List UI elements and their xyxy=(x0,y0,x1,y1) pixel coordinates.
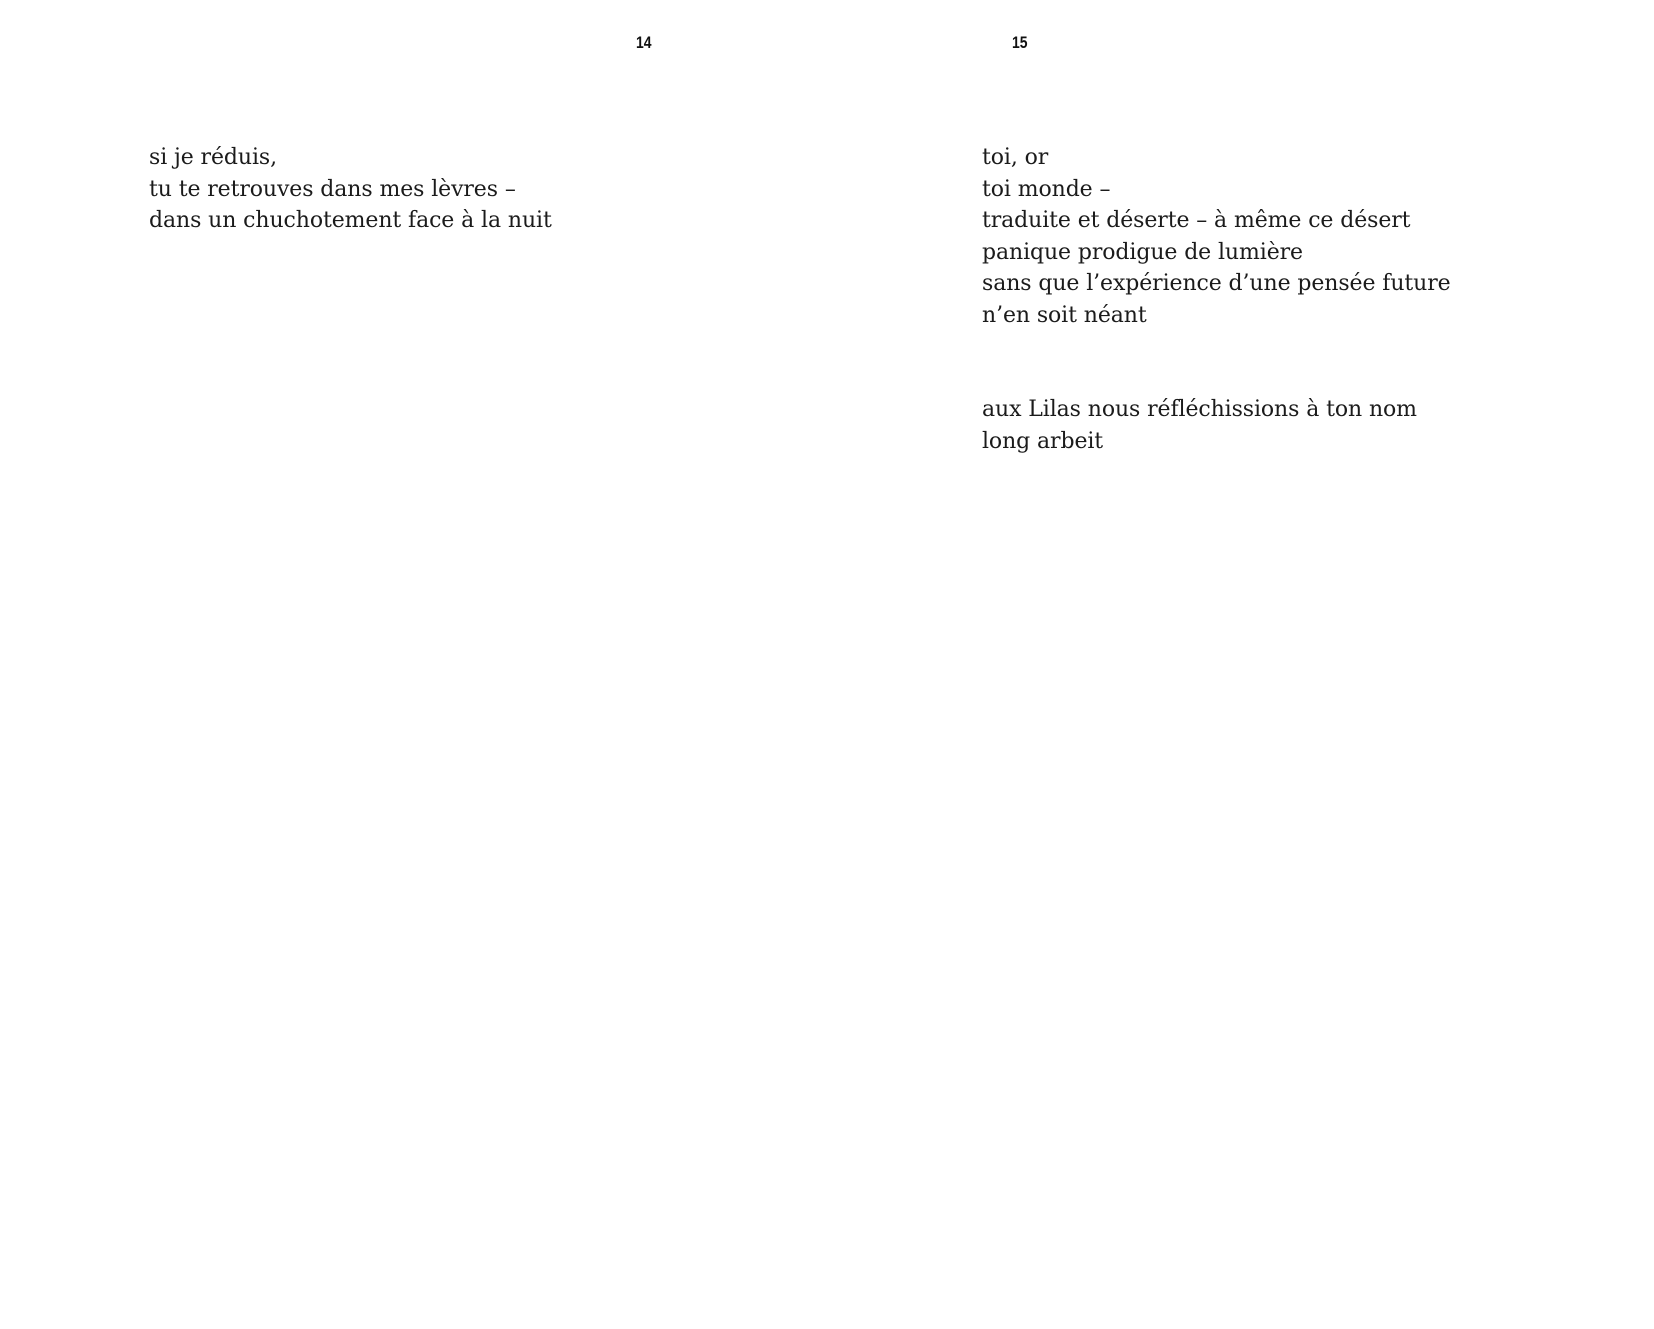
stanza xyxy=(982,394,1451,457)
poem-right xyxy=(982,142,1451,457)
page-number-left: 14 xyxy=(636,33,652,52)
stanza xyxy=(149,142,552,237)
poem-line: toi, or xyxy=(982,145,1049,170)
right-page xyxy=(827,0,1654,1329)
poem-line: si je réduis, xyxy=(149,145,277,170)
poem-line: aux Lilas nous réfléchissions à ton nom xyxy=(982,397,1417,422)
poem-line: sans que l’expérience d’une pensée future xyxy=(982,271,1451,296)
poem-line: long arbeit xyxy=(982,428,1104,454)
poem-line: toi monde – xyxy=(982,176,1111,202)
poem-line: panique prodigue de lumière xyxy=(982,239,1303,265)
poem-line: n’en soit néant xyxy=(982,302,1147,328)
poem-line: tu te retrouves dans mes lèvres – xyxy=(149,176,516,202)
poem-left xyxy=(149,142,552,237)
poem-line: traduite et déserte – à même ce désert xyxy=(982,208,1411,233)
page-number-right: 15 xyxy=(1012,33,1028,52)
poem-line: dans un chuchotement face à la nuit xyxy=(149,208,552,233)
stanza xyxy=(982,142,1451,331)
